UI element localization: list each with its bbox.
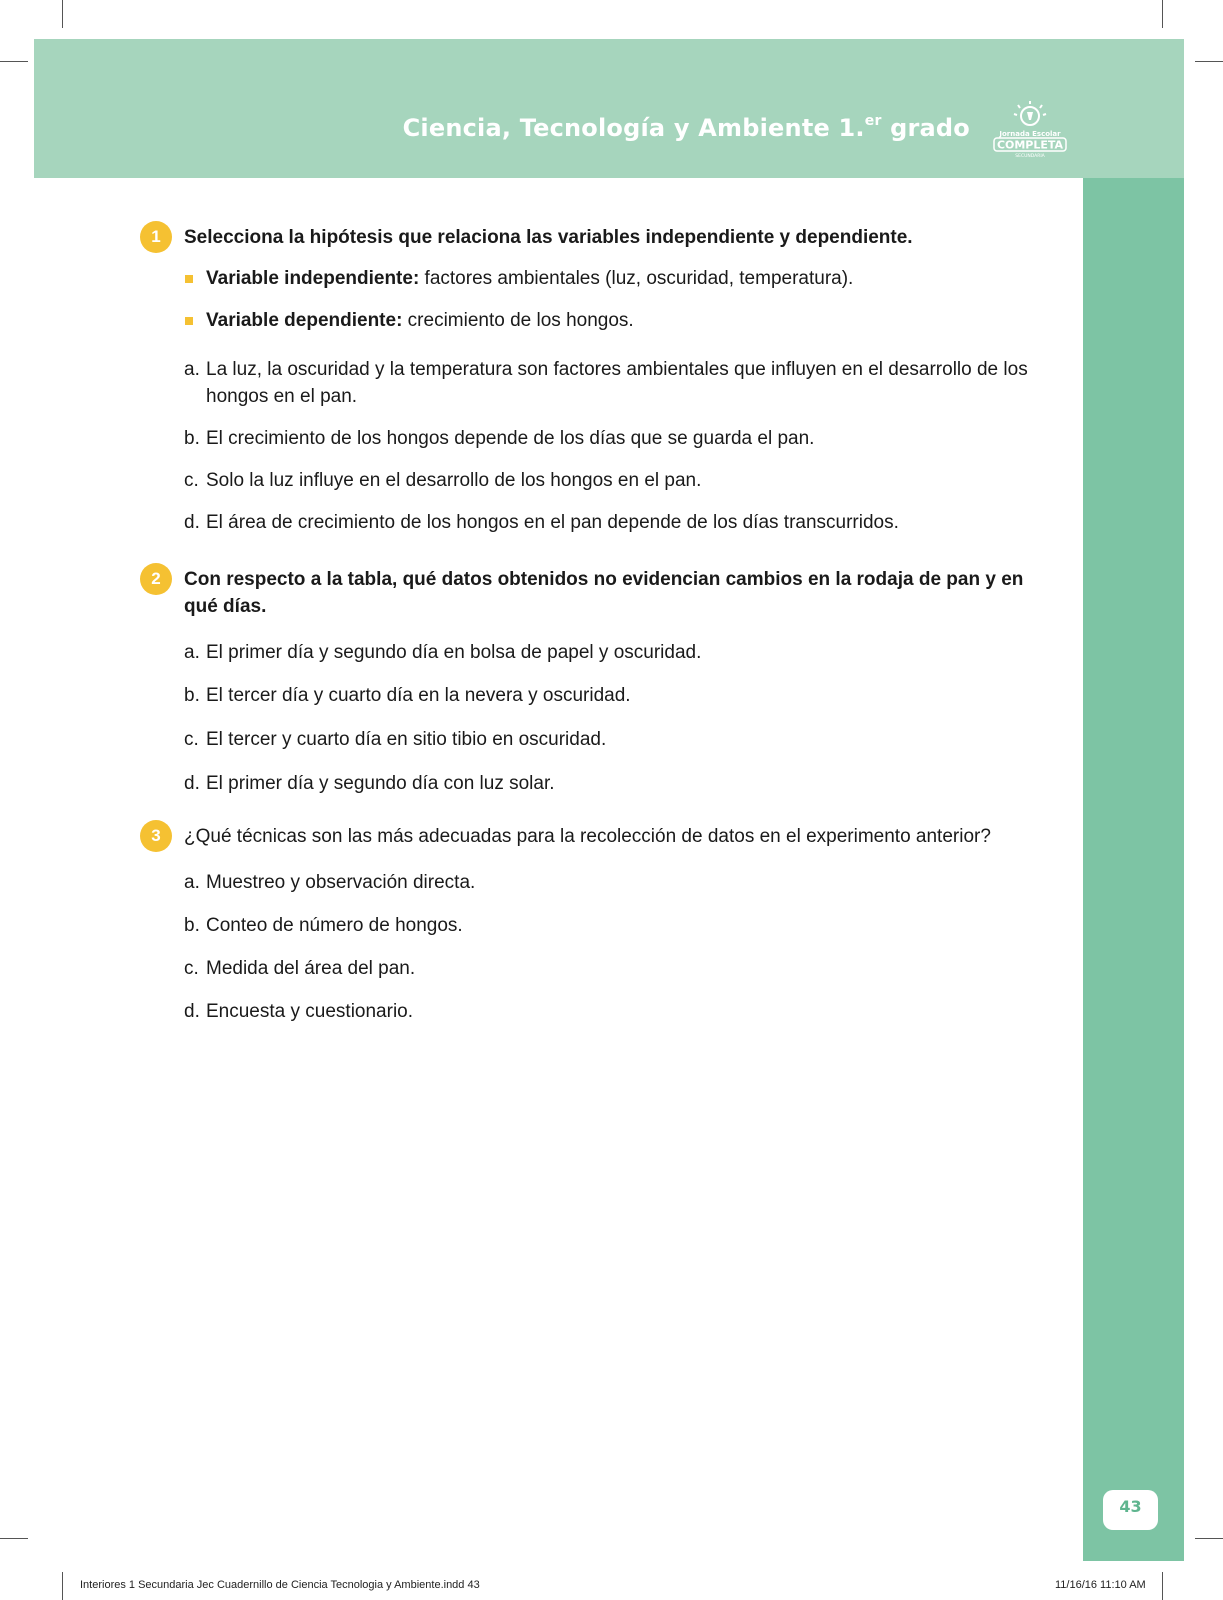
option-text: El primer día y segundo día en bolsa de papel y oscuridad. [206, 642, 702, 663]
option-letter: b. [184, 685, 200, 706]
footer-file-name: Interiores 1 Secundaria Jec Cuadernillo de Ciencia Tecnologia y Ambiente.indd 43 [80, 1579, 480, 1591]
option-letter: a. [184, 642, 200, 663]
title-main: Ciencia, Tecnología y Ambiente 1. [402, 114, 865, 142]
option-text: Medida del área del pan. [206, 958, 416, 979]
bullet-square-icon [185, 317, 193, 325]
title-superscript: er [864, 113, 882, 129]
option-text: Solo la luz influye en el desarrollo de los hongos en el pan. [206, 470, 702, 491]
answer-option [184, 869, 1034, 896]
page-title [403, 113, 970, 142]
option-letter: d. [184, 773, 200, 794]
page-number: 43 [1119, 1497, 1142, 1516]
answer-option [184, 682, 1034, 709]
answer-option [184, 356, 1034, 410]
crop-mark [1195, 61, 1223, 62]
bullet-item [185, 310, 634, 332]
answer-option [184, 770, 1034, 797]
svg-text:Jornada Escolar: Jornada Escolar [999, 130, 1061, 138]
option-letter: a. [184, 872, 200, 893]
crop-mark [62, 0, 63, 28]
question-text: Selecciona la hipótesis que relaciona las variables independiente y dependiente. [184, 227, 913, 248]
bullet-item [185, 268, 853, 290]
answer-option [184, 467, 1034, 494]
answer-option [184, 425, 1034, 452]
option-text: Conteo de número de hongos. [206, 915, 463, 936]
jornada-escolar-completa-logo [990, 100, 1070, 160]
crop-mark [1195, 1538, 1223, 1539]
option-text: Encuesta y cuestionario. [206, 1001, 414, 1022]
title-end: grado [881, 114, 970, 142]
answer-option [184, 509, 1034, 536]
answer-option [184, 998, 1034, 1025]
question-number-badge: 3 [140, 820, 172, 852]
question-text: ¿Qué técnicas son las más adecuadas para la recolección de datos en el experimento anterior? [184, 826, 991, 847]
question-text: Con respecto a la tabla, qué datos obtenidos no evidencian cambios en la rodaja de pan y en qué días. [184, 569, 1024, 617]
bullet-label: Variable dependiente: [206, 310, 403, 331]
bullet-label: Variable independiente: [206, 268, 420, 289]
bullet-text: factores ambientales (luz, oscuridad, temperatura). [419, 268, 854, 289]
option-text: El área de crecimiento de los hongos en el pan depende de los días transcurridos. [206, 512, 899, 533]
crop-mark [1162, 0, 1163, 28]
bullet-square-icon [185, 275, 193, 283]
answer-option [184, 726, 1034, 753]
crop-mark [62, 1572, 63, 1600]
bullet-text: crecimiento de los hongos. [402, 310, 634, 331]
option-letter: c. [184, 470, 199, 491]
option-letter: b. [184, 915, 200, 936]
answer-option [184, 955, 1034, 982]
footer-datetime: 11/16/16 11:10 AM [1055, 1579, 1146, 1591]
option-letter: d. [184, 1001, 200, 1022]
option-text: El tercer y cuarto día en sitio tibio en oscuridad. [206, 729, 607, 750]
side-band [1083, 178, 1184, 1561]
option-letter: b. [184, 428, 200, 449]
option-text: Muestreo y observación directa. [206, 872, 476, 893]
option-text: El crecimiento de los hongos depende de los días que se guarda el pan. [206, 428, 815, 449]
option-letter: c. [184, 958, 199, 979]
crop-mark [1162, 1572, 1163, 1600]
option-letter: c. [184, 729, 199, 750]
answer-option [184, 639, 1034, 666]
answer-option [184, 912, 1034, 939]
question-number-badge: 1 [140, 221, 172, 253]
option-text: La luz, la oscuridad y la temperatura son factores ambientales que influyen en el desarrollo de los hongos en el pan. [206, 359, 1028, 407]
crop-mark [0, 1538, 28, 1539]
crop-mark [0, 61, 28, 62]
option-letter: a. [184, 359, 200, 380]
option-text: El primer día y segundo día con luz solar. [206, 773, 555, 794]
option-text: El tercer día y cuarto día en la nevera y oscuridad. [206, 685, 631, 706]
question-number-badge: 2 [140, 563, 172, 595]
svg-text:COMPLETA: COMPLETA [996, 138, 1064, 152]
svg-text:SECUNDARIA: SECUNDARIA [1015, 154, 1045, 159]
option-letter: d. [184, 512, 200, 533]
